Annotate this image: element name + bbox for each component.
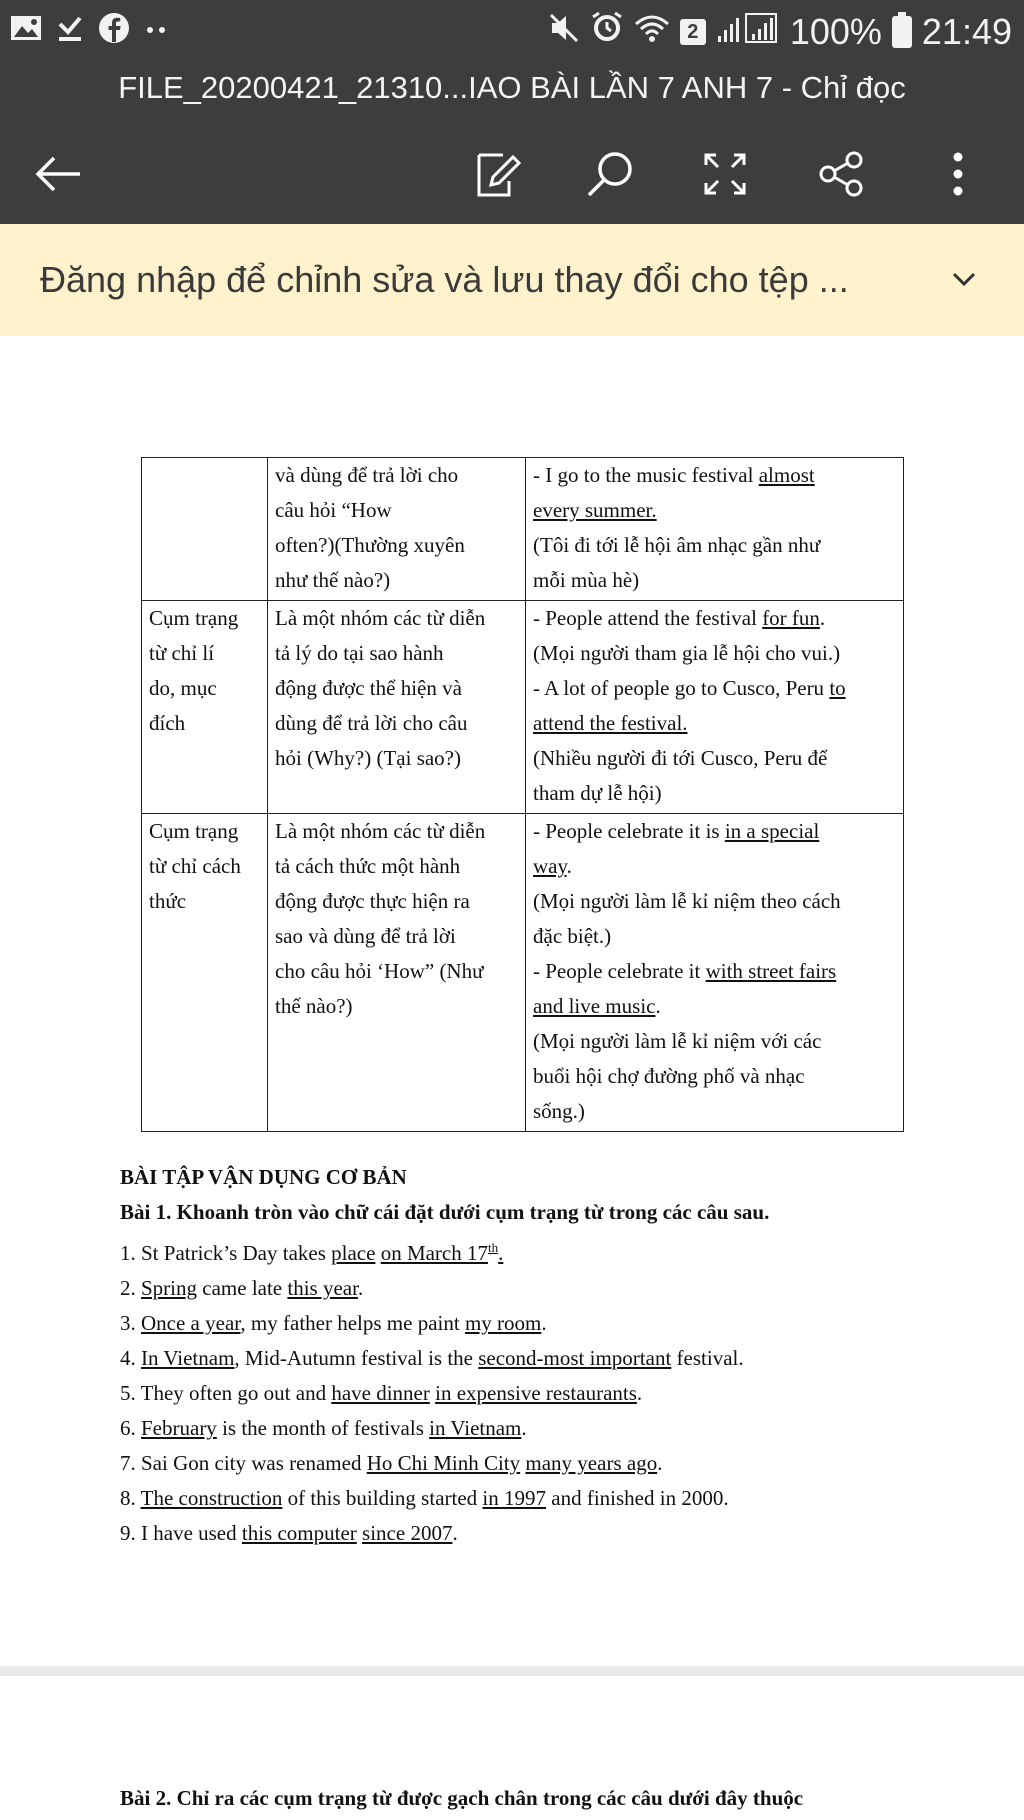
cell-line [533, 1094, 897, 1129]
clock: 21:49 [921, 10, 1012, 52]
wifi-icon [634, 11, 670, 53]
text-segment: - I go to the music festival [533, 463, 759, 487]
underlined-phrase: every summer. [533, 498, 657, 522]
cell-line [533, 706, 897, 741]
battery-percent: 100% [789, 10, 882, 52]
text-segment: came late [197, 1276, 288, 1300]
text-segment: mỗi mùa hè) [533, 568, 640, 592]
cell-line: Cụm trạng [149, 819, 239, 843]
signal-icon [716, 11, 780, 53]
underlined-phrase: in expensive restaurants [435, 1381, 637, 1405]
definition-cell [268, 814, 526, 1132]
status-bar [0, 0, 1024, 60]
underlined-phrase: this computer [241, 1521, 357, 1545]
share-icon [818, 150, 866, 203]
underlined-phrase: way [533, 854, 567, 878]
text-segment: 6. [120, 1416, 141, 1440]
exercise-sentence [120, 1481, 920, 1516]
cell-line: và dùng để trả lời cho [275, 463, 459, 487]
cell-line [533, 671, 897, 706]
more-dots-icon [144, 22, 170, 40]
underlined-phrase: second-most important [478, 1346, 672, 1370]
text-segment: - People celebrate it is [533, 819, 725, 843]
underlined-phrase: in 1997 [482, 1486, 547, 1510]
cell-line [533, 814, 897, 849]
underlined-phrase: Once a year [141, 1311, 241, 1335]
underlined-phrase: my room [464, 1311, 542, 1335]
status-left [10, 12, 170, 49]
text-segment: and finished in 2000. [546, 1486, 729, 1510]
text-segment: - A lot of people go to Cusco, Peru [533, 676, 830, 700]
exercise-sentence [120, 1376, 920, 1411]
table-row [142, 458, 904, 601]
document-page-2 [0, 1676, 1024, 1820]
chevron-down-icon[interactable] [944, 260, 984, 300]
text-segment: 2. [120, 1276, 141, 1300]
back-button[interactable] [28, 146, 88, 206]
exercise-sentence [120, 1516, 920, 1551]
adverb-type-cell [142, 814, 268, 1132]
cell-line: như thế nào?) [275, 568, 391, 592]
text-segment: is the month of festivals [216, 1416, 430, 1440]
underlined-phrase: place [331, 1241, 376, 1265]
cell-line: hỏi (Why?) (Tại sao?) [275, 746, 461, 770]
text-segment: 4. [120, 1346, 141, 1370]
text-segment: . [452, 1521, 458, 1545]
facebook-icon [98, 12, 130, 49]
exercise-heading: BÀI TẬP VẬN DỤNG CƠ BẢN [120, 1165, 407, 1189]
cell-line [533, 563, 897, 598]
app-bar [0, 60, 1024, 224]
text-segment: 8. [120, 1486, 141, 1510]
cell-line: thức [149, 889, 187, 913]
search-icon [585, 149, 635, 204]
cell-line [533, 849, 897, 884]
text-segment: tham dự lễ hội) [533, 781, 662, 805]
gallery-icon [10, 13, 42, 48]
text-segment: . [636, 1381, 643, 1405]
example-cell [526, 601, 904, 814]
underlined-phrase: . [498, 1241, 504, 1265]
exercise-sentence [120, 1341, 920, 1376]
exercise-sentence [120, 1411, 920, 1446]
underlined-phrase: and live music [533, 994, 656, 1018]
cell-line: câu hỏi “How [275, 498, 392, 522]
underlined-phrase: since 2007 [362, 1521, 453, 1545]
underlined-phrase: with street fairs [705, 959, 837, 983]
text-segment: (Mọi người làm lễ kỉ niệm với các [533, 1029, 822, 1053]
underlined-phrase: The construction [140, 1486, 283, 1510]
cell-line: đích [149, 711, 186, 735]
cell-line: cho câu hỏi ‘How” (Như [275, 959, 484, 983]
example-cell [526, 458, 904, 601]
battery-icon [892, 16, 912, 48]
underlined-phrase: for fun [762, 606, 820, 630]
text-segment: 7. Sai Gon city was renamed [120, 1451, 367, 1475]
underlined-phrase: In Vietnam [141, 1346, 235, 1370]
text-segment: , my father helps me paint [240, 1311, 465, 1335]
underlined-phrase: February [141, 1416, 217, 1440]
mute-icon [548, 11, 580, 53]
cell-line [533, 493, 897, 528]
more-options-button[interactable] [928, 146, 988, 206]
search-button[interactable] [580, 146, 640, 206]
adverb-type-cell [142, 601, 268, 814]
text-segment: . [521, 1416, 527, 1440]
underlined-phrase: to [829, 676, 846, 700]
cell-line: động được thực hiện ra [275, 889, 470, 913]
table-row [142, 601, 904, 814]
share-button[interactable] [812, 146, 872, 206]
cell-line: dùng để trả lời cho câu [275, 711, 468, 735]
text-segment: . [357, 1276, 364, 1300]
text-segment: buổi hội chợ đường phố và nhạc [533, 1064, 805, 1088]
cell-line [533, 741, 897, 776]
underlined-phrase: many years ago [525, 1451, 658, 1475]
text-segment: (Nhiều người đi tới Cusco, Peru để [533, 746, 828, 770]
document-page [0, 336, 1024, 1666]
text-segment: (Mọi người tham gia lễ hội cho vui.) [533, 641, 841, 665]
cell-line: do, mục [149, 676, 217, 700]
text-segment: 3. [120, 1311, 141, 1335]
underlined-phrase: have dinner [331, 1381, 430, 1405]
cell-line: từ chỉ cách [149, 854, 241, 878]
text-segment: - People celebrate it [533, 959, 706, 983]
text-segment: (Tôi đi tới lễ hội âm nhạc gần như [533, 533, 821, 557]
document-title: FILE_20200421_21310...IAO BÀI LẦN 7 ANH 7 - Chỉ đọc [118, 70, 906, 105]
edit-icon [475, 149, 521, 204]
cell-line: often?)(Thường xuyên [275, 533, 465, 557]
adverb-table [141, 457, 904, 1132]
text-segment: 1. St Patrick’s Day takes [120, 1241, 332, 1265]
text-segment: 9. I have used [120, 1521, 242, 1545]
underlined-phrase: Spring [141, 1276, 198, 1300]
text-segment: - People attend the festival [533, 606, 763, 630]
edit-button[interactable] [468, 146, 528, 206]
text-segment: . [655, 994, 661, 1018]
status-right [548, 10, 1012, 53]
underlined-phrase: Ho Chi Minh City [366, 1451, 521, 1475]
text-segment: đặc biệt.) [533, 924, 612, 948]
underlined-phrase: attend the festival. [533, 711, 688, 735]
definition-cell [268, 601, 526, 814]
cell-line [533, 1024, 897, 1059]
sentence-list [120, 1230, 920, 1551]
underlined-phrase: this year [287, 1276, 358, 1300]
page-separator [0, 1666, 1024, 1676]
sign-in-banner[interactable] [0, 224, 1024, 336]
underlined-phrase: in a special [724, 819, 820, 843]
definition-cell [268, 458, 526, 601]
underlined-phrase: in Vietnam [429, 1416, 522, 1440]
exercise-sentence [120, 1271, 920, 1306]
cell-line: tả lý do tại sao hành [275, 641, 444, 665]
download-done-icon [56, 13, 84, 48]
cell-line [533, 458, 897, 493]
adverb-type-cell [142, 458, 268, 601]
sign-in-banner-text: Đăng nhập để chỉnh sửa và lưu thay đổi cho tệp ... [40, 259, 849, 300]
exercise-section [120, 1160, 920, 1551]
cell-line: sao và dùng để trả lời [275, 924, 456, 948]
cell-line: Là một nhóm các từ diễn [275, 606, 486, 630]
text-segment: . [541, 1311, 547, 1335]
cell-line: tả cách thức một hành [275, 854, 461, 878]
text-segment: . [819, 606, 826, 630]
cell-line: Là một nhóm các từ diễn [275, 819, 486, 843]
cell-line: thế nào?) [275, 994, 353, 1018]
exercise-task: Bài 1. Khoanh tròn vào chữ cái đặt dưới cụm trạng từ trong các câu sau. [120, 1200, 770, 1224]
text-segment: , Mid-Autumn festival is the [234, 1346, 479, 1370]
cell-line [533, 528, 897, 563]
fullscreen-button[interactable] [695, 146, 755, 206]
text-segment: 5. They often go out and [120, 1381, 332, 1405]
underlined-phrase: th [488, 1240, 499, 1255]
exercise-sentence [120, 1446, 920, 1481]
cell-line: từ chỉ lí [149, 641, 215, 665]
cell-line [533, 919, 897, 954]
fullscreen-icon [702, 151, 748, 202]
cell-line: động được thể hiện và [275, 676, 462, 700]
cell-line [533, 1059, 897, 1094]
underlined-phrase: almost [758, 463, 815, 487]
cell-line: Cụm trạng [149, 606, 239, 630]
exercise-sentence [120, 1230, 920, 1271]
alarm-icon [590, 10, 624, 53]
cell-line [533, 601, 897, 636]
cell-line [533, 954, 897, 989]
text-segment: of this building started [282, 1486, 483, 1510]
cell-line [533, 776, 897, 811]
toolbar [0, 146, 1024, 206]
cell-line [533, 989, 897, 1024]
text-segment: (Mọi người làm lễ kỉ niệm theo cách [533, 889, 841, 913]
exercise-2-title: Bài 2. Chỉ ra các cụm trạng từ được gạch chân trong các câu dưới đây thuộc [120, 1786, 804, 1810]
text-segment: festival. [671, 1346, 744, 1370]
table-row [142, 814, 904, 1132]
underlined-phrase: on March 17 [380, 1241, 488, 1265]
text-segment: . [657, 1451, 663, 1475]
text-segment: sống.) [533, 1099, 585, 1123]
sim-badge: 2 [680, 19, 706, 45]
cell-line [533, 636, 897, 671]
exercise-sentence [120, 1306, 920, 1341]
back-arrow-icon [34, 154, 82, 199]
text-segment: . [566, 854, 572, 878]
more-vert-icon [951, 151, 965, 202]
example-cell [526, 814, 904, 1132]
cell-line [533, 884, 897, 919]
